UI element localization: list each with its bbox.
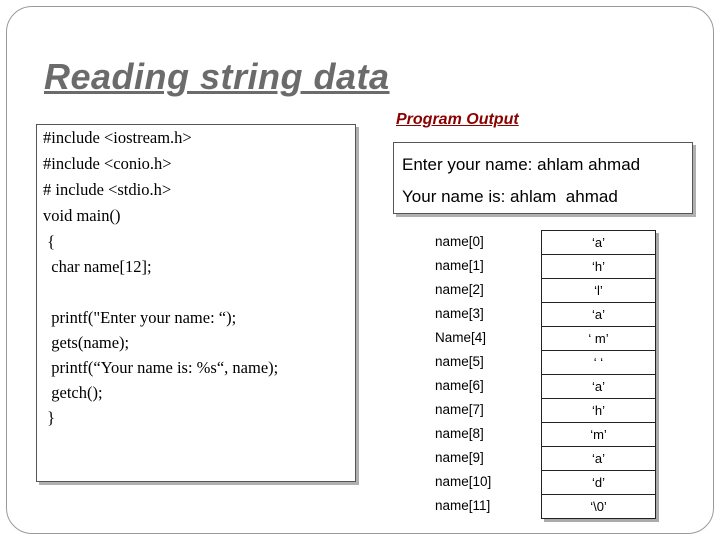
- array-cell: ‘ ‘: [541, 350, 656, 375]
- output-line: Your name is: ahlam ahmad: [402, 187, 618, 206]
- array-cell: ‘a’: [541, 302, 656, 327]
- code-line: void main(): [43, 206, 121, 225]
- array-index-label: name[5]: [435, 354, 484, 369]
- array-cell: ‘h’: [541, 398, 656, 423]
- array-cell: ‘m’: [541, 422, 656, 447]
- output-line: Enter your name: ahlam ahmad: [402, 155, 641, 174]
- array-index-label: Name[4]: [435, 330, 487, 345]
- array-index-label: name[2]: [435, 282, 484, 297]
- array-index-label: name[8]: [435, 426, 484, 441]
- code-line: printf(“Your name is: %s“, name);: [43, 358, 279, 377]
- code-line: gets(name);: [43, 333, 130, 352]
- code-line: # include <stdio.h>: [43, 180, 172, 199]
- code-line: {: [43, 232, 56, 251]
- array-cell: ‘a’: [541, 374, 656, 399]
- array-cell: ‘a’: [541, 446, 656, 471]
- array-index-label: name[0]: [435, 234, 484, 249]
- array-index-label: name[11]: [435, 498, 491, 513]
- slide-title: Reading string data: [44, 56, 390, 97]
- array-cell: ‘h’: [541, 254, 656, 279]
- program-output-label: Program Output: [396, 111, 519, 128]
- code-line: printf("Enter your name: “);: [43, 308, 237, 327]
- code-line: getch();: [43, 383, 103, 402]
- array-cell: ‘l’: [541, 278, 656, 303]
- array-index-label: name[1]: [435, 258, 484, 273]
- array-cell: ‘a’: [541, 230, 656, 255]
- code-line: #include <iostream.h>: [43, 128, 192, 147]
- array-cell: ‘d’: [541, 470, 656, 495]
- array-cell: ‘ m’: [541, 326, 656, 351]
- array-index-label: name[9]: [435, 450, 484, 465]
- code-line: }: [43, 408, 56, 427]
- array-index-label: name[7]: [435, 402, 484, 417]
- program-output-box: [393, 142, 693, 214]
- code-box: [36, 124, 356, 482]
- array-cell: ‘\0’: [541, 494, 656, 519]
- array-index-label: name[10]: [435, 474, 492, 489]
- code-line: char name[12];: [43, 257, 152, 276]
- array-index-label: name[6]: [435, 378, 484, 393]
- code-line: #include <conio.h>: [43, 154, 172, 173]
- array-index-label: name[3]: [435, 306, 484, 321]
